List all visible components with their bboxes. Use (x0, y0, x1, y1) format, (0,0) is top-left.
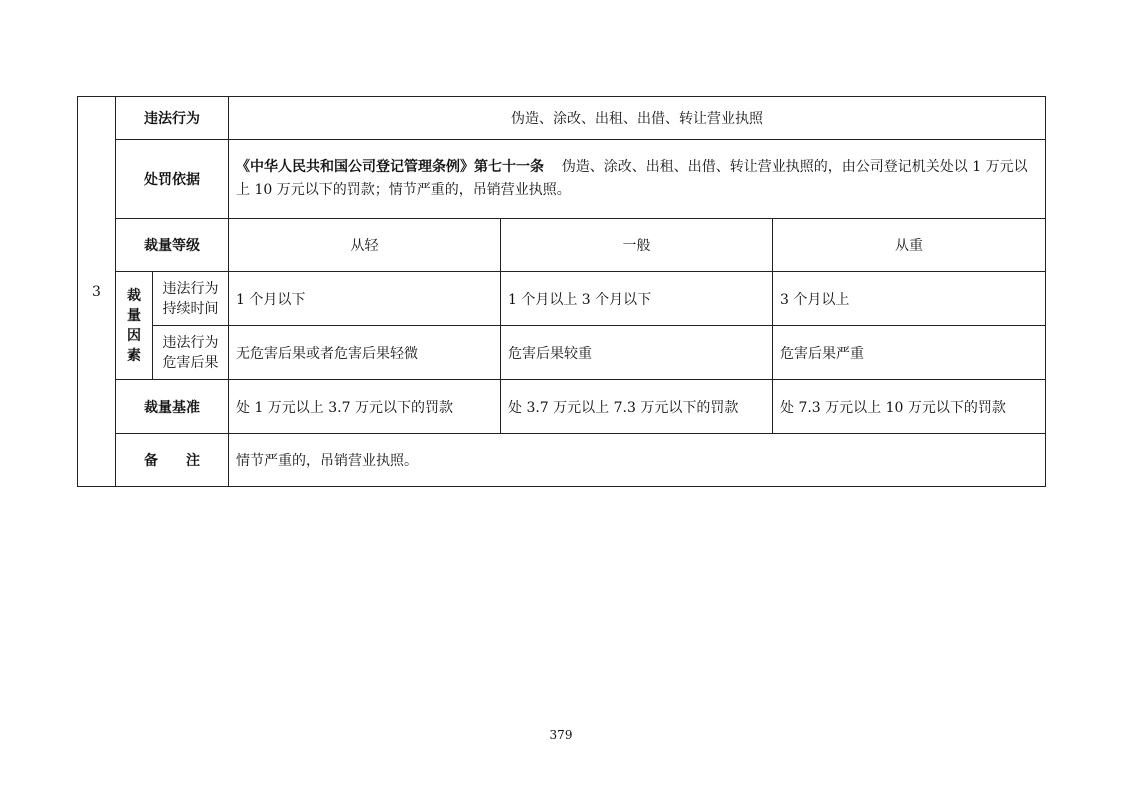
factors-label (116, 272, 153, 380)
factors-label-char-2: 量 (127, 307, 141, 324)
duration-heavy: 3 个月以上 (773, 272, 1046, 326)
standard-label: 裁量基准 (116, 380, 229, 434)
standard-light: 处 1 万元以上 3.7 万元以下的罚款 (229, 380, 501, 434)
violation-text: 伪造、涂改、出租、出借、转让营业执照 (229, 97, 1046, 140)
harm-row (78, 326, 1046, 380)
row-number: 3 (92, 283, 101, 300)
harm-light: 无危害后果或者危害后果轻微 (229, 326, 501, 380)
level-general: 一般 (501, 219, 773, 272)
factors-label-char-3: 因 (127, 327, 141, 344)
remarks-label: 备注 (116, 434, 229, 487)
basis-row (78, 140, 1046, 219)
standard-general: 处 3.7 万元以上 7.3 万元以下的罚款 (501, 380, 773, 434)
remarks-row (78, 434, 1046, 487)
harm-heavy: 危害后果严重 (773, 326, 1046, 380)
standard-row (78, 380, 1046, 434)
standard-heavy: 处 7.3 万元以上 10 万元以下的罚款 (773, 380, 1046, 434)
violation-row (78, 97, 1046, 140)
level-light: 从轻 (229, 219, 501, 272)
basis-text: 伪造、涂改、出租、出借、转让营业执照的，由公司登记机关处以 1 万元以上 10 万元以下的罚款；情节严重的，吊销营业执照。 (236, 159, 1028, 198)
page-number: 379 (549, 728, 573, 742)
level-heavy: 从重 (773, 219, 1046, 272)
remarks-text: 情节严重的，吊销营业执照。 (229, 434, 1046, 487)
harm-general: 危害后果较重 (501, 326, 773, 380)
row-number-cell (78, 97, 116, 487)
levels-row (78, 219, 1046, 272)
duration-label (153, 272, 229, 326)
harm-label-line2: 危害后果 (162, 354, 219, 371)
factors-label-char-4: 素 (127, 347, 141, 364)
harm-label-line1: 违法行为 (162, 334, 219, 351)
levels-label: 裁量等级 (116, 219, 229, 272)
basis-law-citation: 《中华人民共和国公司登记管理条例》第七十一条 (236, 159, 544, 175)
duration-row (78, 272, 1046, 326)
factors-label-char-1: 裁 (127, 287, 141, 304)
basis-label: 处罚依据 (116, 140, 229, 219)
harm-label (153, 326, 229, 380)
duration-label-line1: 违法行为 (162, 280, 219, 297)
violation-label: 违法行为 (116, 97, 229, 140)
duration-light: 1 个月以下 (229, 272, 501, 326)
basis-cell (229, 140, 1046, 219)
duration-label-line2: 持续时间 (162, 300, 219, 317)
penalty-discretion-table (77, 96, 1046, 487)
duration-general: 1 个月以上 3 个月以下 (501, 272, 773, 326)
